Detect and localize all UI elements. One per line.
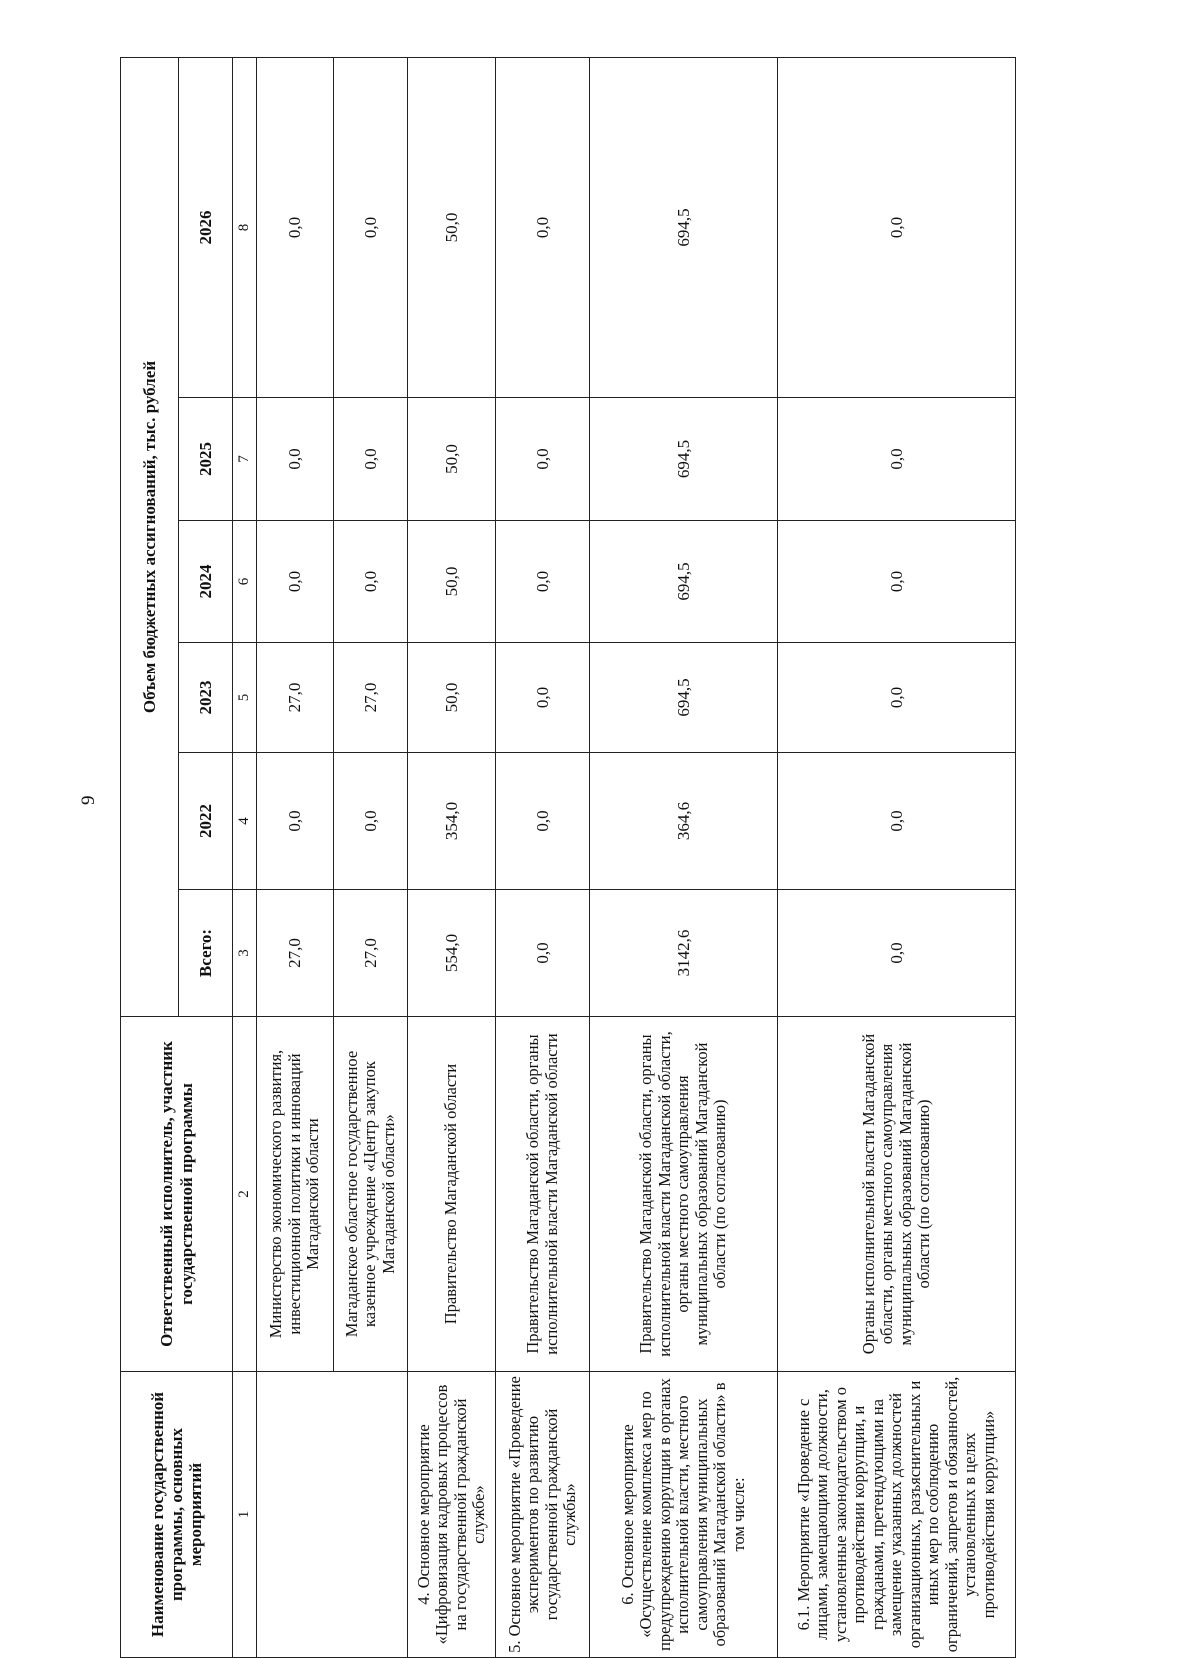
value-cell: 0,0 [257,753,334,890]
header-budget-volume: Объем бюджетных ассигнований, тыс. рублей [121,57,179,1016]
index-row [233,57,257,1657]
value-cell: 0,0 [334,521,408,643]
responsible-cell: Министерство экономического развития, инвестиционной политики и инноваций Магаданской области [257,1017,334,1372]
program-name-cell: 5. Основное мероприятие «Проведение экспериментов по развитию государственной гражданской службы» [496,1372,590,1658]
program-name-cell: 6. Основное мероприятие «Осуществление комплекса мер по предупреждению коррупции в органах исполнительной власти, местного самоуправления муниципальных образований Магаданской области» в том числе: [590,1372,778,1658]
program-name-cell: 4. Основное мероприятие «Цифровизация кадровых процессов на государственной гражданской службе» [408,1372,496,1658]
page-number: 9 [78,795,99,805]
value-cell: 0,0 [496,398,590,521]
value-cell: 694,5 [590,57,778,397]
value-cell: 0,0 [257,57,334,397]
value-cell: 0,0 [778,57,1016,397]
index-cell: 6 [233,521,257,643]
value-cell: 27,0 [257,643,334,753]
index-cell: 8 [233,57,257,397]
value-cell: 0,0 [334,398,408,521]
header-responsible: Ответственный исполнитель, участник государственной программы [121,1017,233,1372]
value-cell: 694,5 [590,643,778,753]
value-cell: 0,0 [334,57,408,397]
table-row [496,57,590,1657]
header-year: 2025 [179,398,233,521]
header-year: 2022 [179,753,233,890]
value-cell: 0,0 [496,643,590,753]
value-cell: 0,0 [778,521,1016,643]
responsible-cell: Правительство Магаданской области [408,1017,496,1372]
table-row [778,57,1016,1657]
value-cell: 354,0 [408,753,496,890]
value-cell: 0,0 [778,643,1016,753]
value-cell: 50,0 [408,643,496,753]
responsible-cell: Правительство Магаданской области, органы исполнительной власти Магаданской области [496,1017,590,1372]
value-cell: 0,0 [257,521,334,643]
value-cell: 0,0 [496,521,590,643]
value-cell: 27,0 [334,643,408,753]
value-cell: 694,5 [590,521,778,643]
program-name-cell: 6.1. Мероприятие «Проведение с лицами, замещающими должности, установленные законодательством о противодействии коррупции, и гражданами, претендующими на замещение указанных должностей организационных, разъяснительных и иных мер по соблюдению ограничений, запретов и обязанностей, установленных в целях противодействия коррупции» [778,1372,1016,1658]
total-cell: 554,0 [408,890,496,1017]
header-year: 2024 [179,521,233,643]
total-cell: 27,0 [334,890,408,1017]
program-name-cell [257,1372,408,1658]
index-cell: 1 [233,1372,257,1658]
value-cell: 50,0 [408,57,496,397]
table-row [408,57,496,1657]
responsible-cell: Органы исполнительной власти Магаданской области, органы местного самоуправления муниципальных образований Магаданской области (по согласованию) [778,1017,1016,1372]
value-cell: 364,6 [590,753,778,890]
value-cell: 0,0 [334,753,408,890]
budget-table [120,57,1016,1658]
value-cell: 0,0 [778,398,1016,521]
value-cell: 50,0 [408,398,496,521]
header-year: 2026 [179,57,233,397]
table-row [590,57,778,1657]
total-cell: 0,0 [778,890,1016,1017]
index-cell: 7 [233,398,257,521]
responsible-cell: Правительство Магаданской области, органы исполнительной власти Магаданской области, органы местного самоуправления муниципальных образований Магаданской области (по согласованию) [590,1017,778,1372]
total-cell: 0,0 [496,890,590,1017]
index-cell: 2 [233,1017,257,1372]
value-cell: 50,0 [408,521,496,643]
value-cell: 0,0 [257,398,334,521]
header-total: Всего: [179,890,233,1017]
table-row [257,57,334,1657]
index-cell: 3 [233,890,257,1017]
value-cell: 0,0 [778,753,1016,890]
value-cell: 694,5 [590,398,778,521]
index-cell: 4 [233,753,257,890]
total-cell: 3142,6 [590,890,778,1017]
budget-table-container [120,58,1020,1658]
header-year: 2023 [179,643,233,753]
total-cell: 27,0 [257,890,334,1017]
value-cell: 0,0 [496,753,590,890]
responsible-cell: Магаданское областное государственное казенное учреждение «Центр закупок Магаданской области» [334,1017,408,1372]
index-cell: 5 [233,643,257,753]
header-row-top [121,57,179,1657]
value-cell: 0,0 [496,57,590,397]
header-program-name: Наименование государственной программы, основных мероприятий [121,1372,233,1658]
